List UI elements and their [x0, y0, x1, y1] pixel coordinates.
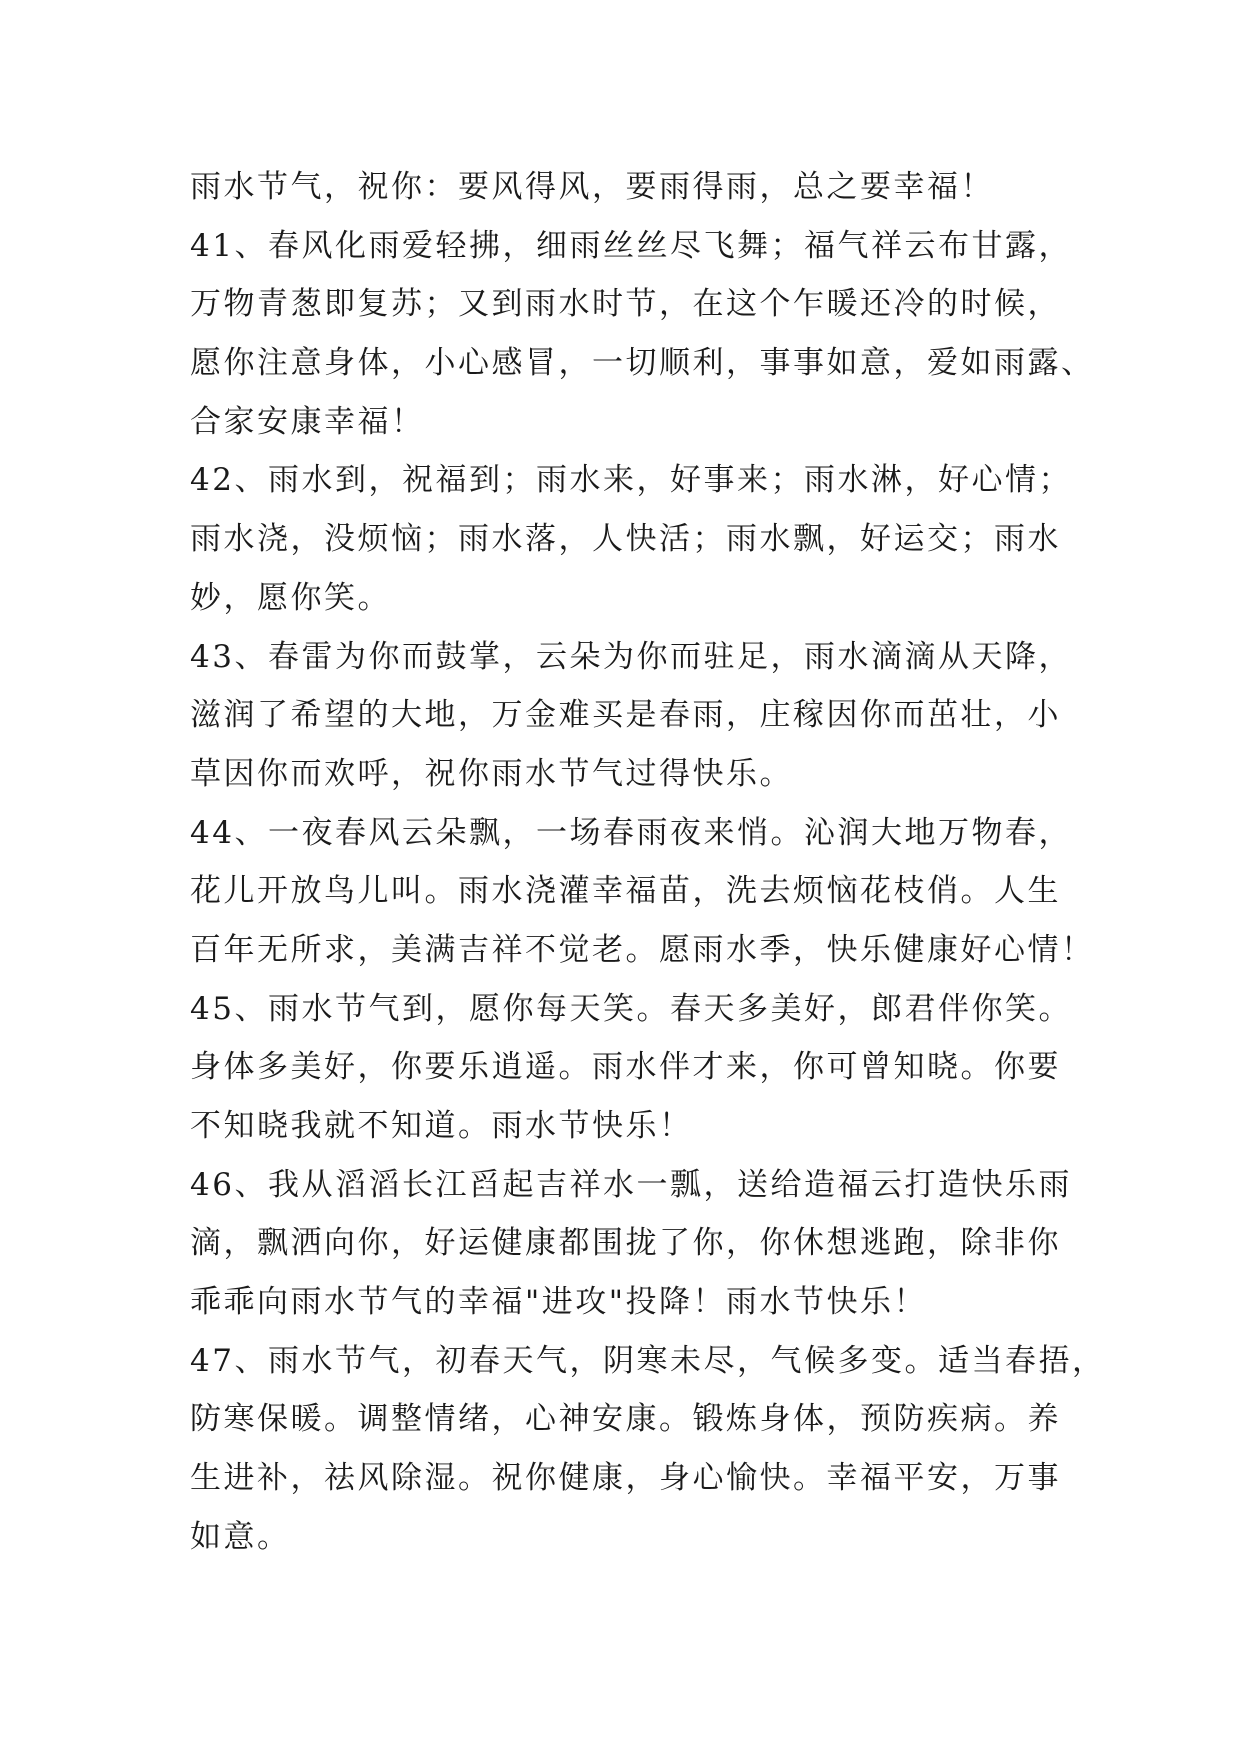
text-line: 44、一夜春风云朵飘，一场春雨夜来悄。沁润大地万物春， — [190, 814, 1072, 851]
text-line: 45、雨水节气到，愿你每天笑。春天多美好，郎君伴你笑。 — [190, 990, 1072, 1027]
text-line: 43、春雷为你而鼓掌，云朵为你而驻足，雨水滴滴从天降， — [190, 638, 1072, 675]
text-line: 生进补，祛风除湿。祝你健康，身心愉快。幸福平安，万事 — [190, 1460, 1061, 1497]
text-line: 百年无所求，美满吉祥不觉老。愿雨水季，快乐健康好心情！ — [190, 931, 1095, 968]
text-line: 47、雨水节气，初春天气，阴寒未尽，气候多变。适当春捂， — [190, 1342, 1106, 1379]
text-line: 46、我从滔滔长江舀起吉祥水一瓢，送给造福云打造快乐雨 — [190, 1166, 1072, 1203]
text-line: 不知晓我就不知道。雨水节快乐！ — [190, 1108, 693, 1144]
text-line: 万物青葱即复苏；又到雨水时节，在这个乍暖还冷的时候， — [190, 286, 1061, 323]
text-line: 防寒保暖。调整情绪，心神安康。锻炼身体，预防疾病。养 — [190, 1401, 1061, 1438]
text-line: 41、春风化雨爱轻拂，细雨丝丝尽飞舞；福气祥云布甘露， — [190, 227, 1072, 264]
text-line: 滴，飘洒向你，好运健康都围拢了你，你休想逃跑，除非你 — [190, 1225, 1061, 1262]
text-line: 合家安康幸福！ — [190, 403, 425, 440]
text-line: 妙，愿你笑。 — [190, 579, 391, 616]
text-line: 如意。 — [190, 1518, 291, 1555]
document-body — [190, 158, 1106, 1567]
text-line: 滋润了希望的大地，万金难买是春雨，庄稼因你而茁壮，小 — [190, 697, 1061, 734]
text-line: 42、雨水到，祝福到；雨水来，好事来；雨水淋，好心情； — [190, 462, 1072, 499]
text-line: 愿你注意身体，小心感冒，一切顺利，事事如意，爱如雨露、 — [190, 345, 1095, 382]
text-line: 雨水浇，没烦恼；雨水落，人快活；雨水飘，好运交；雨水 — [190, 521, 1061, 558]
text-line: 雨水节气，祝你：要风得风，要雨得雨，总之要幸福！ — [190, 169, 994, 205]
text-line: 草因你而欢呼，祝你雨水节气过得快乐。 — [190, 755, 793, 792]
text-line: 乖乖向雨水节气的幸福"进攻"投降！雨水节快乐！ — [190, 1284, 928, 1321]
text-line: 身体多美好，你要乐逍遥。雨水伴才来，你可曾知晓。你要 — [190, 1049, 1061, 1086]
text-line: 花儿开放鸟儿叫。雨水浇灌幸福苗，洗去烦恼花枝俏。人生 — [190, 873, 1061, 910]
